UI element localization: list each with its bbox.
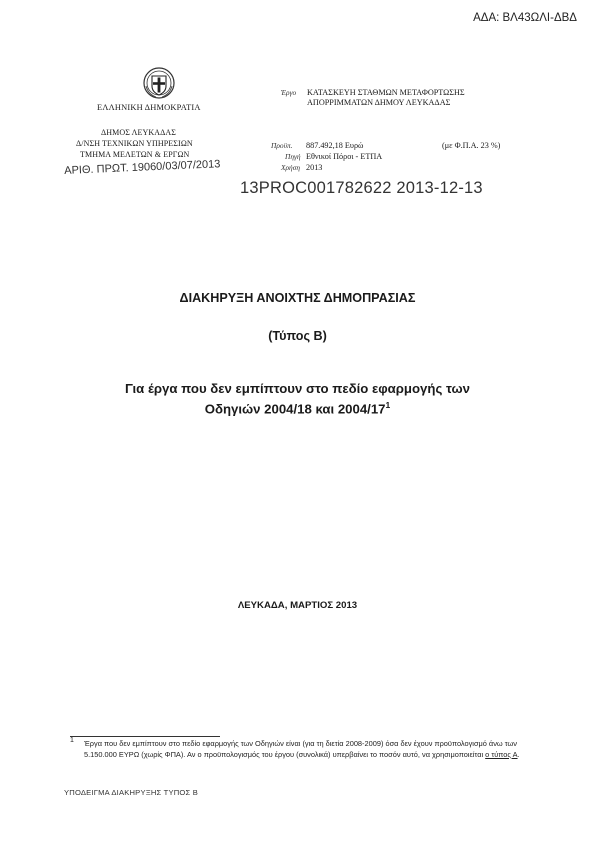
issuer-directorate: Δ/ΝΣΗ ΤΕΧΝΙΚΩΝ ΥΠΗΡΕΣΙΩΝ (76, 139, 193, 148)
year-value: 2013 (306, 163, 323, 172)
document-subtitle (0, 380, 595, 417)
document-type: (Τύπος Β) (268, 329, 327, 343)
subtitle-line-2 (0, 397, 595, 417)
ada-code: ΑΔΑ: ΒΛ43ΩΛΙ-ΔΒΔ (473, 12, 577, 24)
work-label: Έργο (281, 88, 297, 97)
footnote-mark: 1 (70, 737, 74, 744)
protocol-number: ΑΡΙΘ. ΠΡΩΤ. 19060/03/07/2013 (64, 158, 221, 177)
work-line-1: ΚΑΤΑΣΚΕΥΗ ΣΤΑΘΜΩΝ ΜΕΤΑΦΟΡΤΩΣΗΣ (307, 88, 465, 97)
subtitle-line-2-text: Οδηγιών 2004/18 και 2004/17 (204, 401, 386, 417)
greek-emblem-icon (142, 66, 176, 100)
source-label: Πηγή (285, 152, 301, 161)
footnote-end: . (517, 749, 520, 759)
budget-label: Προϋπ. (271, 141, 293, 150)
work-line-2: ΑΠΟΡΡΙΜΜΑΤΩΝ ΔΗΜΟΥ ΛΕΥΚΑΔΑΣ (307, 98, 451, 107)
document-title: ΔΙΑΚΗΡΥΞΗ ΑΝΟΙΧΤΗΣ ΔΗΜΟΠΡΑΣΙΑΣ (179, 291, 416, 305)
footnote-reference: 1 (385, 400, 391, 410)
footnote-main-text: Έργα που δεν εμπίπτουν στο πεδίο εφαρμογής των Οδηγιών είναι (για τη διετία 2008-2009) όσα δεν έχουν προϋπολογισμό άνω των 5.150.000 ΕΥΡΩ (χωρίς ΦΠΑ). Αν ο προϋπολογισμός του έργου (συνολικά) υπερβαίνει το ποσόν αυτό, να χρησιμοποιείται (84, 739, 517, 759)
registry-stamp: 13PROC001782622 2013-12-13 (240, 179, 483, 197)
place-and-date: ΛΕΥΚΑΔΑ, ΜΑΡΤΙΟΣ 2013 (237, 600, 358, 611)
footnote-divider (70, 736, 220, 737)
issuer-state: ΕΛΛΗΝΙΚΗ ΔΗΜΟΚΡΑΤΙΑ (97, 103, 201, 112)
source-value: Εθνικοί Πόροι - ΕΤΠΑ (306, 152, 383, 161)
issuer-department: ΤΜΗΜΑ ΜΕΛΕΤΩΝ & ΕΡΓΩΝ (80, 150, 190, 159)
page-footer: ΥΠΟΔΕΙΓΜΑ ΔΙΑΚΗΡΥΞΗΣ ΤΥΠΟΣ Β (64, 788, 198, 797)
year-label: Χρήση (281, 163, 301, 172)
budget-value: 887.492,18 Ευρώ (306, 141, 364, 150)
footnote-text (84, 739, 549, 760)
footnote-type-a-reference: ο τύπος Α (485, 749, 518, 759)
subtitle-line-1: Για έργα που δεν εμπίπτουν στο πεδίο εφαρμογής των (125, 381, 470, 396)
vat-note: (με Φ.Π.Α. 23 %) (442, 141, 501, 150)
issuer-municipality: ΔΗΜΟΣ ΛΕΥΚΑΔΑΣ (101, 128, 177, 137)
